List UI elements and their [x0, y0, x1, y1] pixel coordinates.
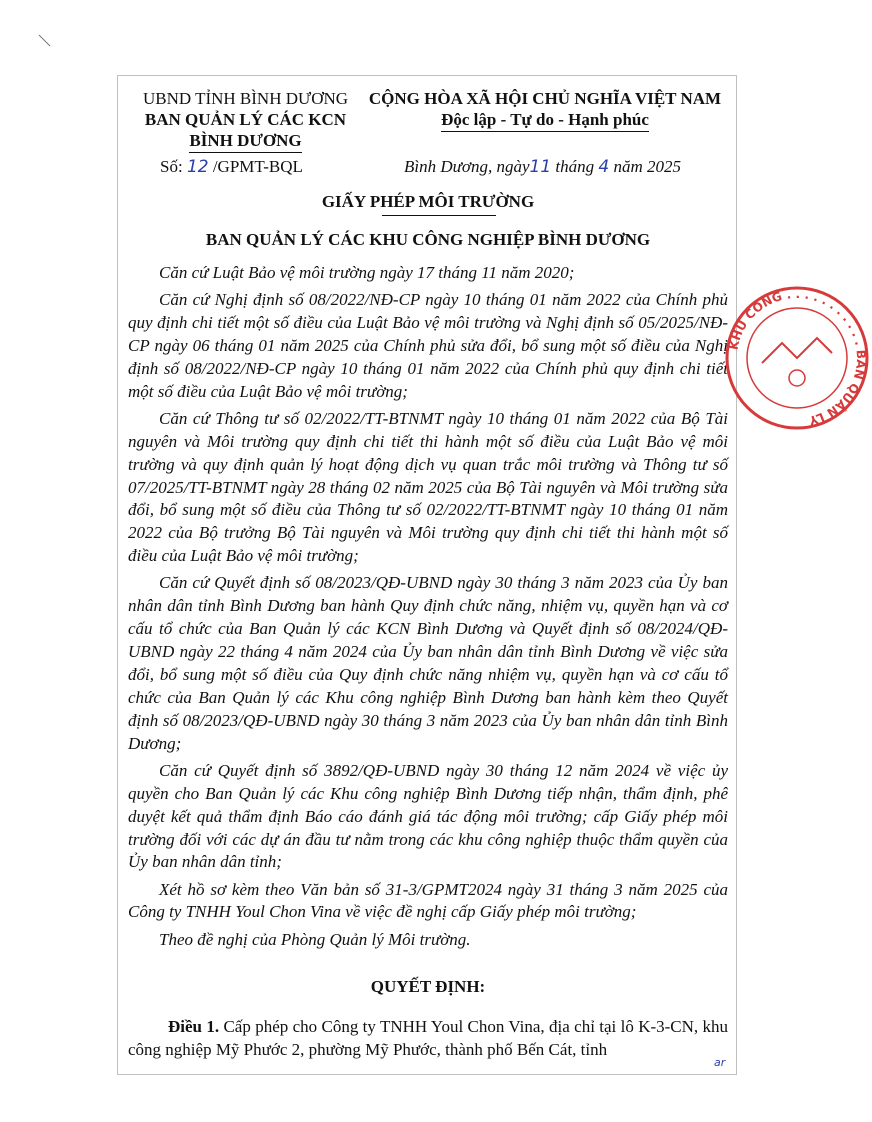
document-subtitle: BAN QUẢN LÝ CÁC KHU CÔNG NGHIỆP BÌNH DƯƠNG: [205, 230, 651, 249]
preamble-paragraph: Căn cứ Luật Bảo vệ môi trường ngày 17 tháng 11 năm 2020;: [159, 263, 575, 282]
authority-line-1: UBND TỈNH BÌNH DƯƠNG: [142, 89, 349, 108]
authority-line-3: BÌNH DƯƠNG: [189, 130, 301, 153]
article-1-paragraph: [128, 1016, 728, 1062]
preamble-paragraph: Căn cứ Quyết định số 08/2023/QĐ-UBND ngày 30 tháng 3 năm 2023 của Ủy ban nhân dân tỉnh Bình Dương ban hành Quy định chức năng, nhiệm vụ, quyền hạn và cơ cấu tổ chức của Ban Quản lý các KCN Bình Dương và Quyết định số 08/2024/QĐ-UBND ngày 22 tháng 4 năm 2024 của Ủy ban nhân dân tỉnh Bình Dương về việc sửa đổi, bổ sung một số điều của Quy định chức năng nhiệm vụ, quyền hạn và cơ cấu tổ chức của Ban Quản lý các Khu công nghiệp Bình Dương ban hành kèm theo Quyết định số 08/2023/QĐ-UBND ngày 30 tháng 3 năm 2023 của Ủy ban nhân dân tỉnh Bình Dương;: [128, 573, 728, 753]
national-header: [360, 88, 730, 132]
preamble-paragraph: Căn cứ Thông tư số 02/2022/TT-BTNMT ngày 10 tháng 01 năm 2022 của Bộ Tài nguyên và Môi trường quy định chi tiết thi hành một số điều của Luật Bảo vệ môi trường và quy định quản lý hoạt động dịch vụ quan trắc môi trường và Thông tư số 07/2025/TT-BTNMT ngày 28 tháng 02 năm 2025 của Bộ Tài nguyên và Môi trường sửa đổi, bổ sung một số điều của Thông tư số 02/2022/TT-BTNMT ngày 10 tháng 01 năm 2022 của Bộ trưởng Bộ Tài nguyên và Môi trường quy định chi tiết thi hành một số điều của Luật Bảo vệ môi trường;: [128, 408, 728, 566]
article-1-text: Cấp phép cho Công ty TNHH Youl Chon Vina, địa chỉ tại lô K-3-CN, khu công nghiệp Mỹ Phước 2, phường Mỹ Phước, thành phố Bến Cát, tỉnh: [128, 1017, 729, 1059]
official-seal-stamp: [722, 283, 872, 433]
page-initials: ar: [714, 1056, 726, 1069]
preamble-paragraph: Căn cứ Quyết định số 3892/QĐ-UBND ngày 30 tháng 12 năm 2024 về việc ủy quyền cho Ban Quản lý các Khu công nghiệp Bình Dương tiếp nhận, thẩm định, phê duyệt kết quả thẩm định Báo cáo đánh giá tác động môi trường; cấp Giấy phép môi trường đối với các dự án đầu tư nằm trong các khu công nghiệp thuộc thẩm quyền của Ủy ban nhân dân tỉnh;: [128, 760, 728, 872]
date-month-label: tháng: [555, 157, 595, 176]
doc-number-prefix: Số:: [160, 157, 183, 176]
national-motto: Độc lập - Tự do - Hạnh phúc: [441, 109, 649, 132]
article-1: [128, 1016, 728, 1062]
scan-corner-mark: [38, 34, 52, 48]
date-place: Bình Dương, ngày: [404, 157, 530, 176]
date-month-handwritten: 4: [598, 157, 610, 177]
issuing-authority: [128, 88, 363, 153]
authority-line-2: BAN QUẢN LÝ CÁC KCN: [144, 110, 347, 129]
svg-text:KHU CÔNG . . . . . . . . . . .: KHU CÔNG . . . . . . . . . . . BAN QUẢN LÝ: [726, 286, 869, 428]
decision-heading: QUYẾT ĐỊNH:: [370, 977, 486, 996]
date-year: năm 2025: [613, 157, 682, 176]
doc-number-handwritten: 12: [186, 157, 209, 177]
document-title: GIẤY PHÉP MÔI TRƯỜNG: [321, 192, 535, 211]
preamble-paragraph: Xét hồ sơ kèm theo Văn bản số 31-3/GPMT2024 ngày 31 tháng 3 năm 2025 của Công ty TNHH Youl Chon Vina về việc đề nghị cấp Giấy phép môi trường;: [128, 879, 728, 922]
date-day-handwritten: 11: [529, 157, 552, 177]
title-underline: [382, 215, 496, 216]
preamble-paragraph: Theo đề nghị của Phòng Quản lý Môi trường.: [159, 929, 471, 949]
preamble-paragraph: Căn cứ Nghị định số 08/2022/NĐ-CP ngày 10 tháng 01 năm 2022 của Chính phủ quy định chi tiết một số điều của Luật Bảo vệ môi trường và Nghị định số 05/2025/NĐ-CP ngày 06 tháng 01 năm 2025 của Chính phủ sửa đổi, bổ sung một số điều của Nghị định số 08/2022/NĐ-CP ngày 10 tháng 01 năm 2022 của Chính phủ quy định chi tiết một số điều của Luật Bảo vệ môi trường;: [128, 290, 728, 401]
document-date: [404, 157, 681, 177]
national-title: CỘNG HÒA XÃ HỘI CHỦ NGHĨA VIỆT NAM: [368, 89, 722, 108]
preamble: [128, 262, 728, 956]
doc-number-suffix: /GPMT-BQL: [212, 157, 303, 176]
document-number: [160, 157, 303, 177]
article-1-label: Điều 1.: [168, 1017, 220, 1036]
